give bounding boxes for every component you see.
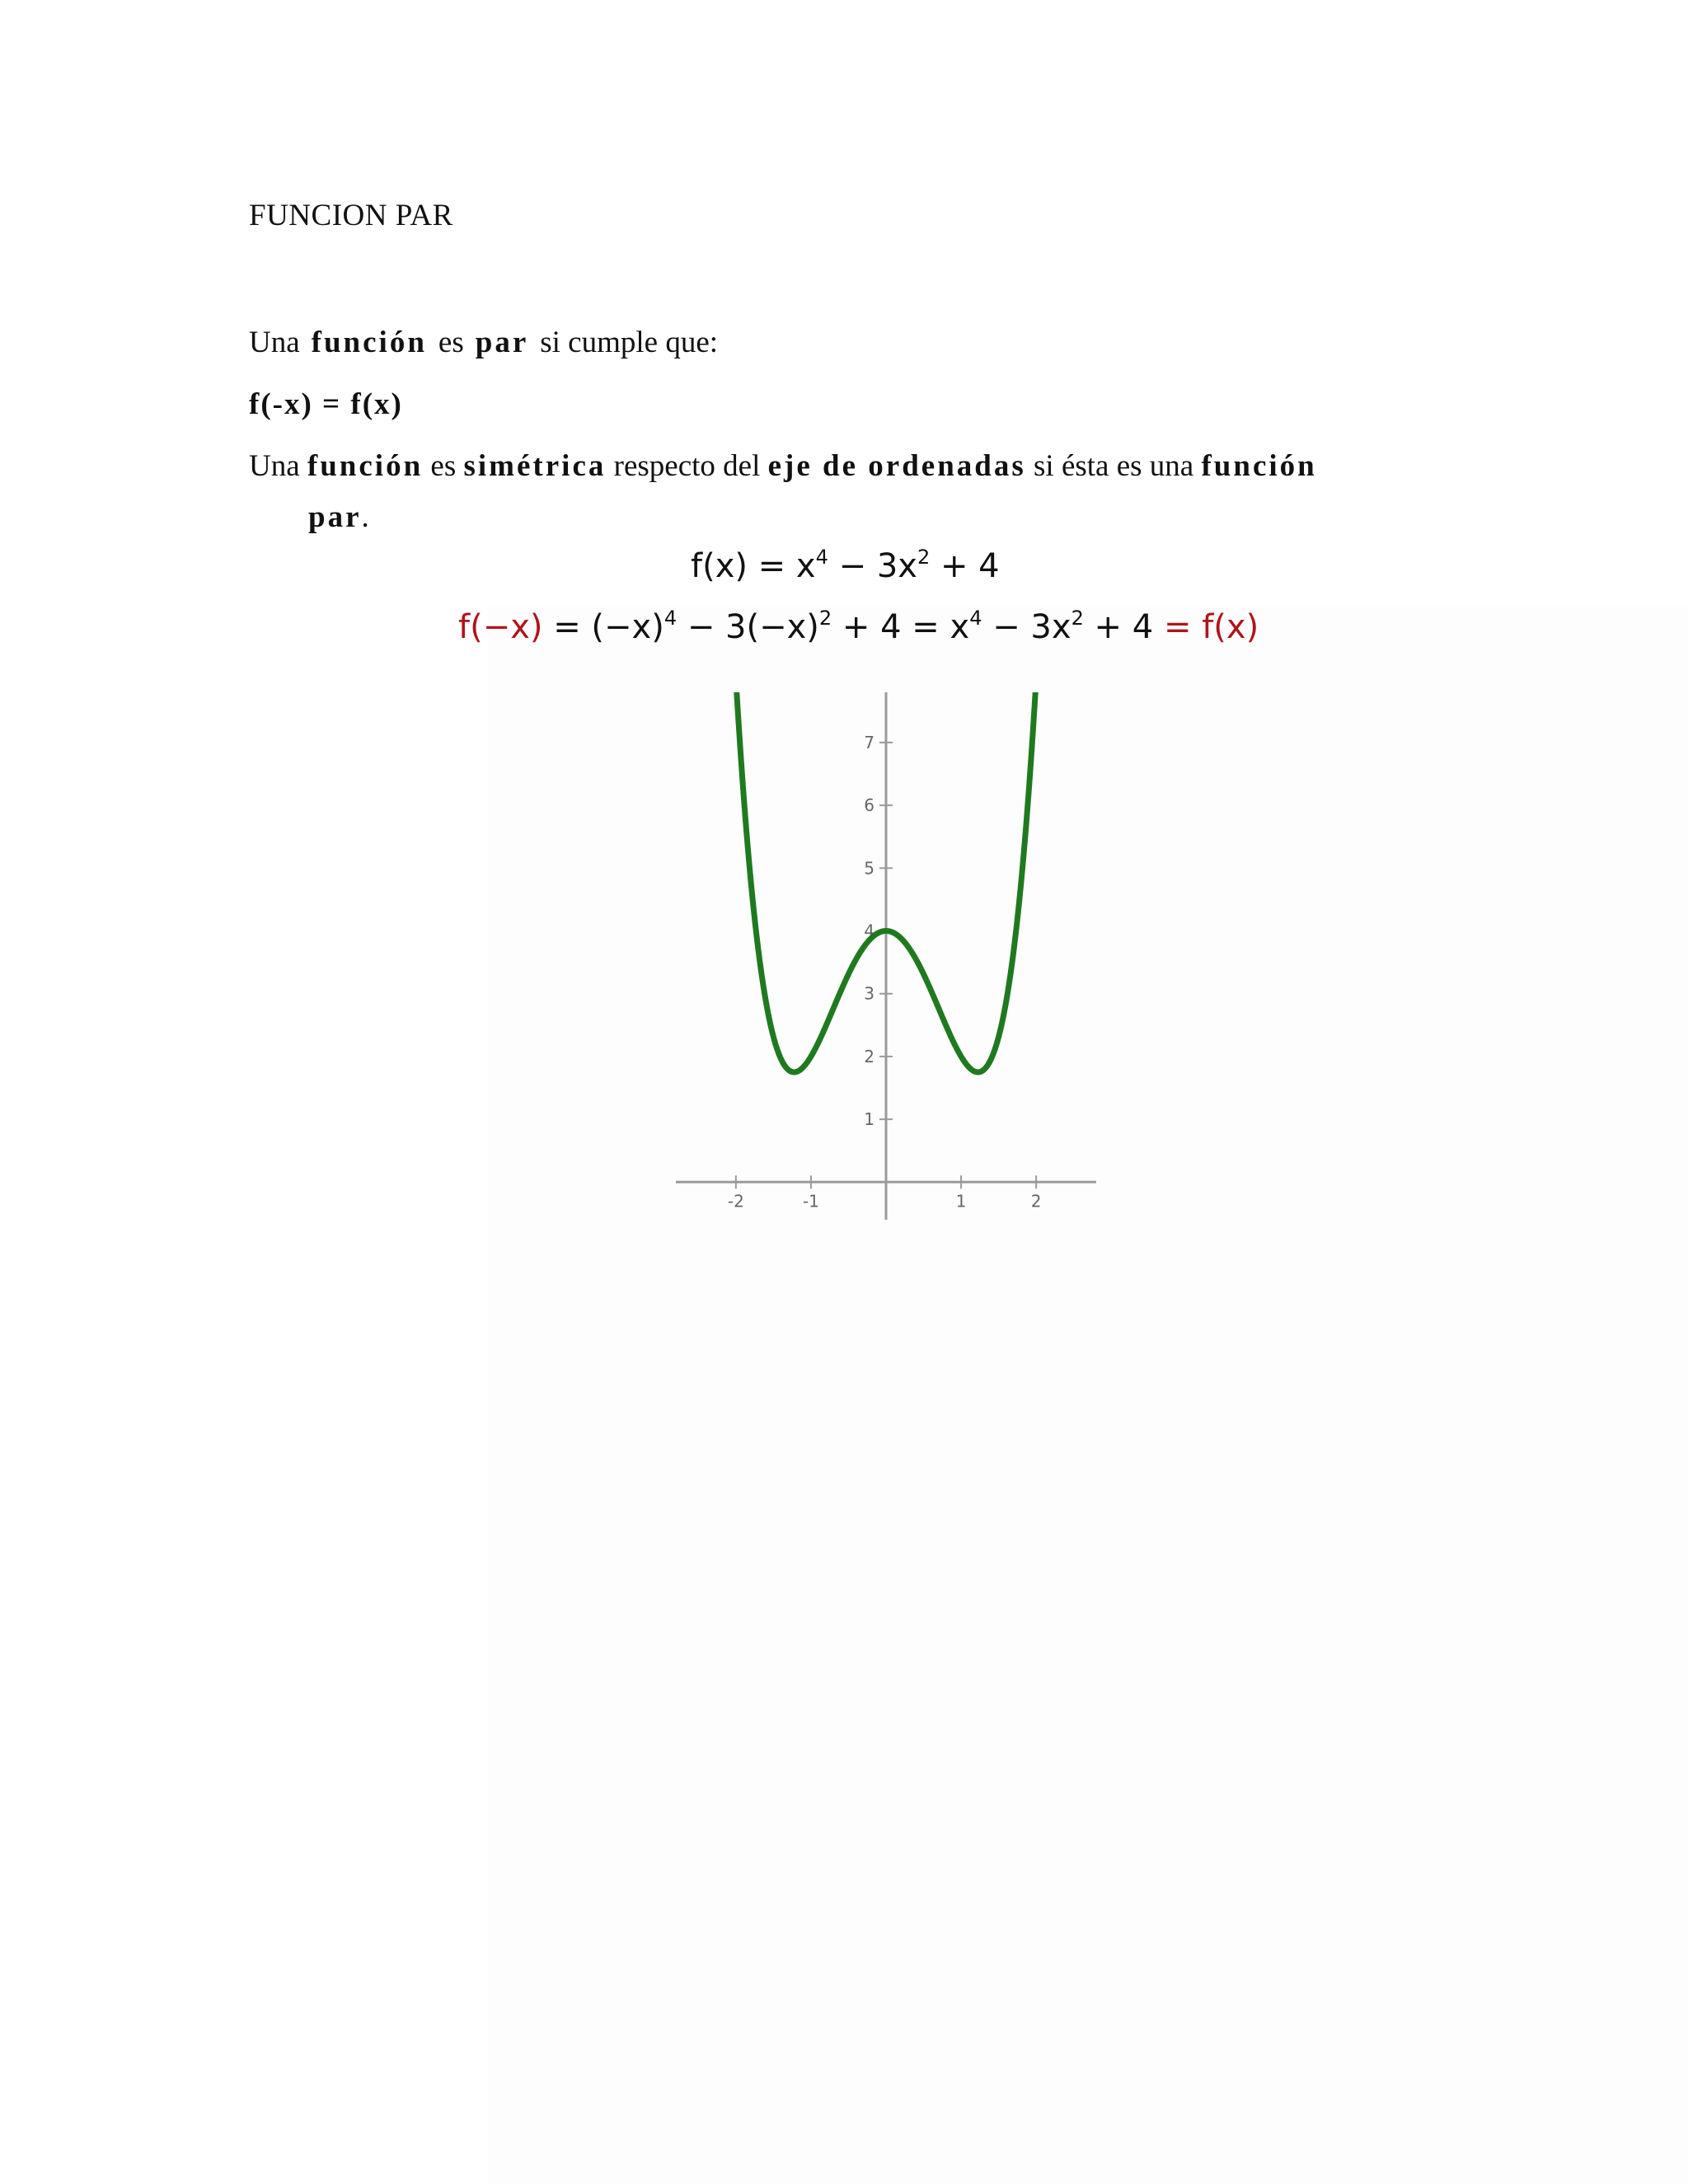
parity-proof: $f(-x) = (-x)^4 - 3(-x)^2 + 4 = x^4 - 3x^2 + 4 = f(x)$: [458, 607, 1259, 646]
text: respecto del: [613, 449, 761, 483]
function-graph: [676, 692, 1096, 1220]
bold-term: función: [311, 326, 427, 359]
bold-term: simétrica: [463, 449, 607, 483]
text: Una: [249, 326, 300, 359]
bold-term: función: [1201, 449, 1317, 483]
y-tick-label: 6: [864, 795, 874, 816]
definition-formula: f(-x) = f(x): [249, 387, 403, 421]
text: si ésta es una: [1034, 449, 1194, 483]
definition-line: [249, 317, 1444, 368]
bold-term: eje de ordenadas: [767, 449, 1026, 483]
y-tick-label: 4: [864, 921, 874, 941]
y-tick-label: 7: [864, 732, 874, 752]
text: es: [438, 326, 464, 359]
page-title: FUNCION PAR: [249, 199, 453, 232]
bold-term: par: [475, 326, 529, 359]
bold-term: función: [307, 449, 424, 483]
x-tick-label: 1: [955, 1191, 967, 1212]
text: .: [361, 500, 369, 534]
y-tick-label: 5: [864, 858, 874, 879]
y-tick-label: 3: [864, 983, 874, 1004]
symmetry-paragraph: [249, 441, 1444, 543]
text: si cumple que:: [540, 326, 719, 359]
y-tick-label: 2: [864, 1046, 874, 1066]
text: Una: [249, 449, 300, 483]
function-definition: $f(x) = x^4 - 3x^2 + 4$: [691, 546, 1000, 585]
x-tick-label: 2: [1030, 1191, 1042, 1212]
x-tick-label: -1: [802, 1191, 819, 1212]
text: es: [430, 449, 457, 483]
bold-term: par: [308, 500, 362, 534]
x-tick-label: -2: [727, 1191, 744, 1212]
y-tick-label: 1: [864, 1109, 874, 1130]
